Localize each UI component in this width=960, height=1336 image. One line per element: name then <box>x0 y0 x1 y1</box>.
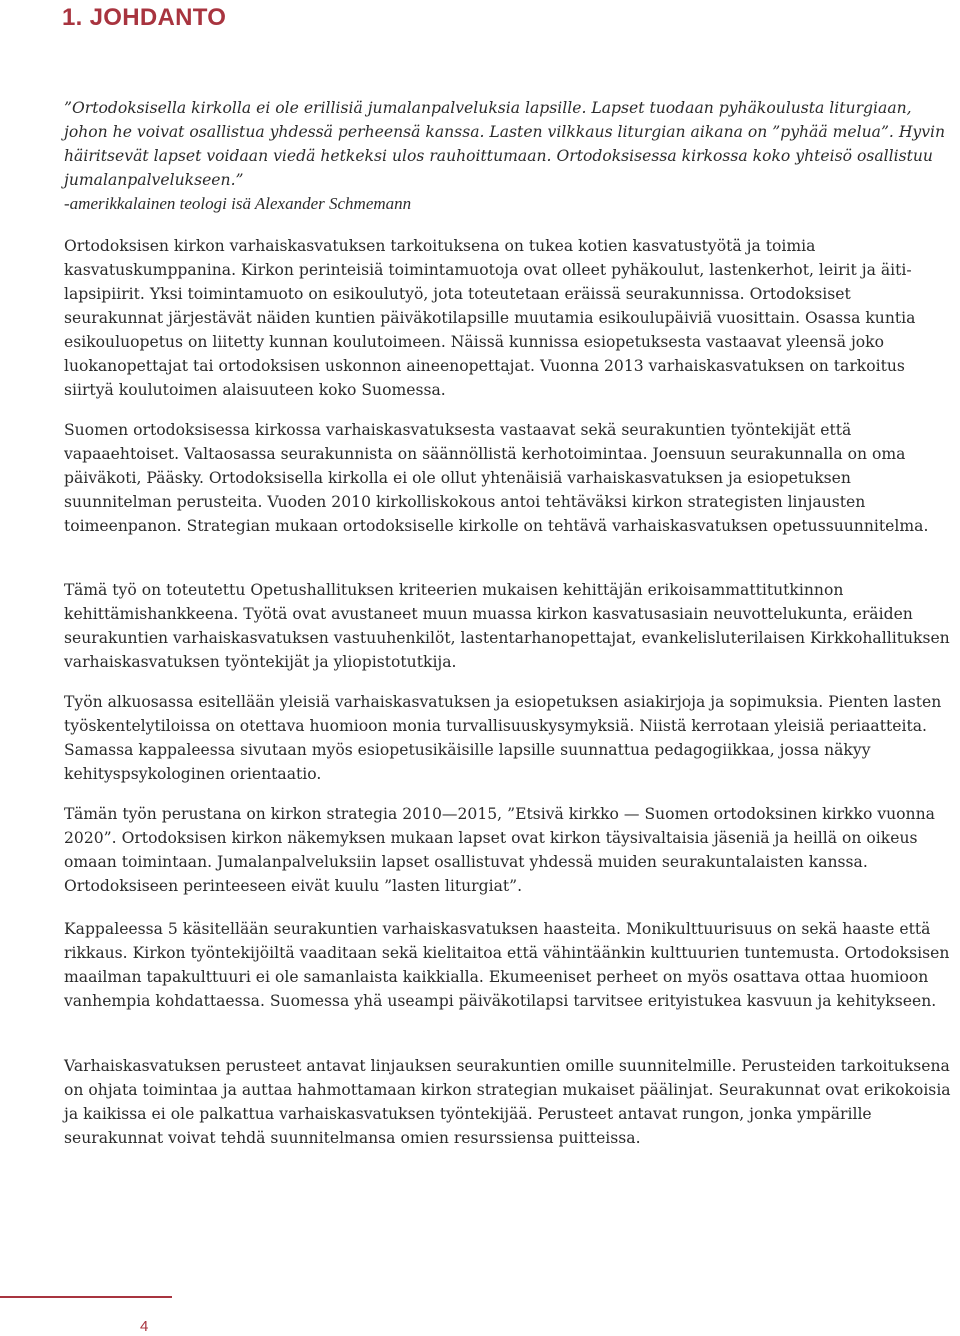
paragraph-7: Varhaiskasvatuksen perusteet antavat linjauksen seurakuntien omille suunnitelmille. Perusteiden tarkoituksena on ohjata toimintaa ja auttaa hahmottamaan kirkon strategian mukaiset päälinjat. Seurakunnat ovat erikokoisia ja kaikissa ei ole palkattua varhaiskasvatuksen työntekijää. Perusteet antavat rungon, jonka ympärille seurakunnat voivat tehdä suunnitelmansa omien resurssiensa puitteissa. <box>64 1057 951 1147</box>
paragraph-2: Suomen ortodoksisessa kirkossa varhaiskasvatuksesta vastaavat sekä seurakuntien työntekijät että vapaaehtoiset. Valtaosassa seurakunnista on säännöllistä kerhotoimintaa. Joensuun seurakunnalla on oma päiväkoti, Pääsky. Ortodoksisella kirkolla ei ole ollut yhtenäisiä varhaiskasvatuksen ja esiopetuksen suunnitelman perusteita. Vuoden 2010 kirkolliskokous antoi tehtäväksi kirkon strategisten linjausten toimeenpanon. Strategian mukaan ortodoksiselle kirkolle on tehtävä varhaiskasvatuksen opetussuunnitelma. <box>64 421 929 535</box>
section-heading: 1. JOHDANTO <box>62 4 227 31</box>
paragraph-5: Tämän työn perustana on kirkon strategia 2010—2015, ”Etsivä kirkko — Suomen ortodoksinen kirkko vuonna 2020”. Ortodoksisen kirkon näkemyksen mukaan lapset ovat kirkon täysivaltaisia jäseniä ja heillä on oikeus omaan toimintaan. Jumalanpalveluksiin lapset osallistuvat yhdessä muiden seurakuntalaisten kanssa. Ortodoksiseen perinteeseen eivät kuulu ”lasten liturgiat”. <box>64 805 935 895</box>
epigraph-quote <box>64 96 954 216</box>
footer-rule <box>0 1296 172 1298</box>
paragraph-3: Tämä työ on toteutettu Opetushallituksen kriteerien mukaisen kehittäjän erikoisammattitutkinnon kehittämishankkeena. Työtä ovat avustaneet muun muassa kirkon kasvatusasiain neuvottelukunta, eräiden seurakuntien varhaiskasvatuksen vastuuhenkilöt, lastentarhanopettajat, evankelisluterilaisen Kirkkohallituksen varhaiskasvatuksen työntekijät ja yliopistotutkija. <box>64 581 950 671</box>
quote-attribution: -amerikkalainen teologi isä Alexander Schmemann <box>64 194 412 213</box>
quote-text: ”Ortodoksisella kirkolla ei ole erillisiä jumalanpalveluksia lapsille. Lapset tuodaan pyhäkoulusta liturgiaan, johon he voivat osallistua yhdessä perheensä kanssa. Lasten vilkkaus liturgian aikana on ”pyhää melua”. Hyvin häiritsevät lapset voidaan viedä hetkeksi ulos rauhoittumaan. Ortodoksisessa kirkossa koko yhteisö osallistuu jumalanpalvelukseen.” <box>64 99 946 189</box>
paragraph-4: Työn alkuosassa esitellään yleisiä varhaiskasvatuksen ja esiopetuksen asiakirjoja ja sopimuksia. Pienten lasten työskentelytiloissa on otettava huomioon monia turvallisuuskysymyksiä. Niistä kerrotaan yleisiä periaatteita. Samassa kappaleessa sivutaan myös esiopetusikäisille lapsille suunnattua pedagogiikkaa, jossa näkyy kehityspsykologinen orientaatio. <box>64 693 942 783</box>
paragraph-1: Ortodoksisen kirkon varhaiskasvatuksen tarkoituksena on tukea kotien kasvatustyötä ja toimia kasvatuskumppanina. Kirkon perinteisiä toimintamuotoja ovat olleet pyhäkoulut, lastenkerhot, leirit ja äiti-lapsipiirit. Yksi toimintamuoto on esikoulutyö, jota toteutetaan eräissä seurakunnissa. Ortodoksiset seurakunnat järjestävät näiden kuntien päiväkotilapsille muutamia esikoulupäiviä vuosittain. Osassa kuntia esikouluopetus on liitetty kunnan koulutoimeen. Näissä kunnissa esiopetuksesta vastaavat yleensä joko luokanopettajat tai ortodoksisen uskonnon aineenopettajat. Vuonna 2013 varhaiskasvatuksen on tarkoitus siirtyä koulutoimen alaisuuteen koko Suomessa. <box>64 237 916 399</box>
page-number: 4 <box>140 1318 149 1335</box>
paragraph-6: Kappaleessa 5 käsitellään seurakuntien varhaiskasvatuksen haasteita. Monikulttuurisuus on sekä haaste että rikkaus. Kirkon työntekijöiltä vaaditaan sekä kielitaitoa että vähintäänkin kulttuurien tuntemusta. Ortodoksisen maailman tapakulttuuri ei ole samanlaista kaikkialla. Ekumeeniset perheet on myös osattava ottaa huomioon vanhempia kohdattaessa. Suomessa yhä useampi päiväkotilapsi tarvitsee erityistukea kasvuun ja kehitykseen. <box>64 920 950 1010</box>
